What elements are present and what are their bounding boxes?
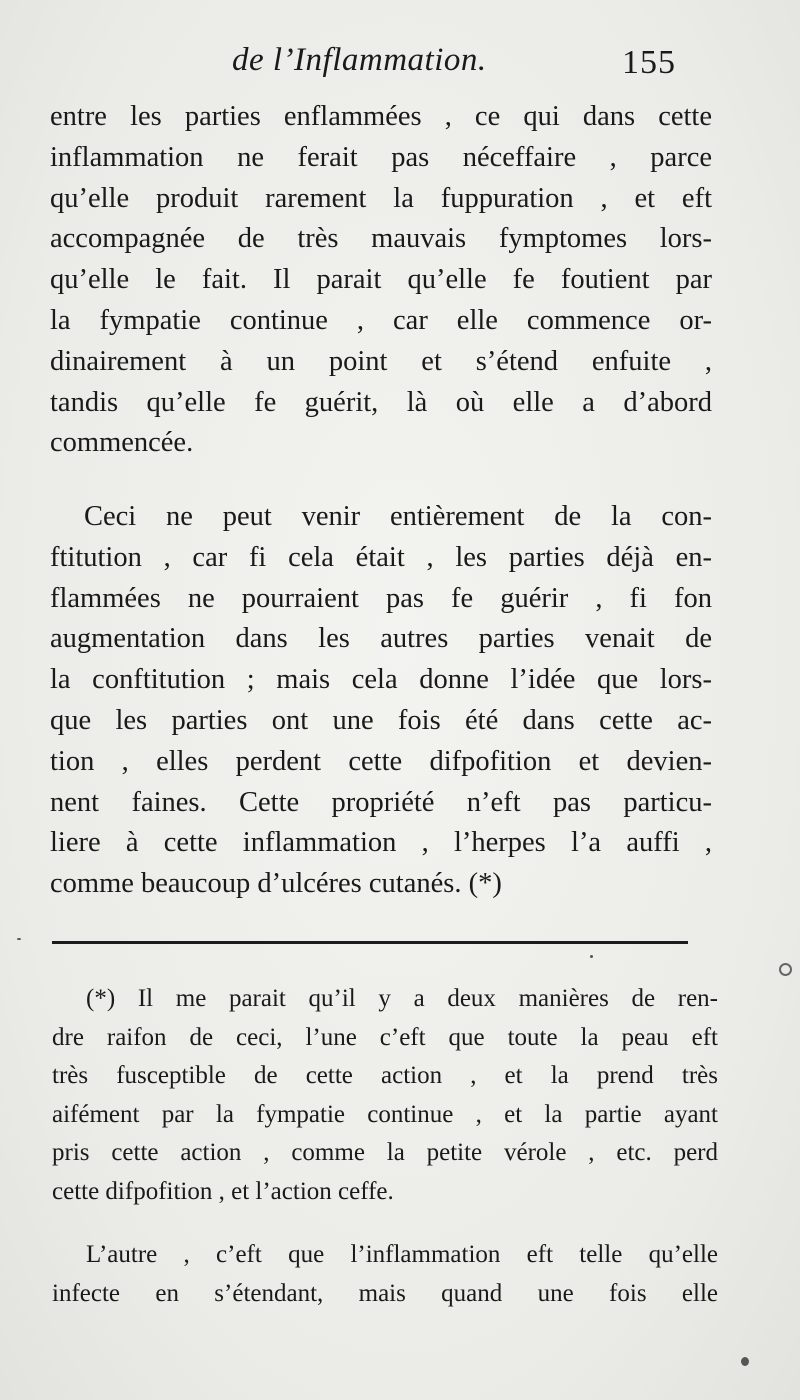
running-title: de l’Inflammation. bbox=[232, 42, 487, 78]
footnote-line: pris cette action , comme la petite vérole , etc. perd bbox=[52, 1139, 718, 1166]
footnote-line: très fusceptible de cette action , et la prend très bbox=[52, 1062, 718, 1089]
text-line: accompagnée de très mauvais fymptomes lors- bbox=[50, 223, 712, 255]
text-line: comme beaucoup d’ulcéres cutanés. (*) bbox=[50, 868, 502, 900]
footnote-line: aifément par la fympatie continue , et la partie ayant bbox=[52, 1100, 718, 1128]
text-line: inflammation ne ferait pas néceffaire , parce bbox=[50, 141, 712, 173]
paper-speck bbox=[741, 1357, 749, 1366]
text-line: ftitution , car fi cela était , les parties déjà en- bbox=[50, 541, 712, 573]
paper-speck bbox=[590, 955, 593, 958]
text-line: dinairement à un point et s’étend enfuite , bbox=[50, 345, 712, 377]
text-line: commencée. bbox=[50, 427, 194, 459]
paper-speck bbox=[779, 963, 792, 976]
paragraph-2 bbox=[50, 497, 712, 905]
text-line: augmentation dans les autres parties venait de bbox=[50, 623, 712, 655]
paper-speck bbox=[17, 938, 21, 940]
page-number: 155 bbox=[622, 44, 676, 81]
footnote-line: infecte en s’étendant, mais quand une fois elle bbox=[52, 1279, 718, 1307]
text-line: Ceci ne peut venir entièrement de la con- bbox=[84, 501, 712, 532]
page-header bbox=[0, 38, 800, 98]
text-line: la conftitution ; mais cela donne l’idée que lors- bbox=[50, 664, 712, 696]
text-line: liere à cette inflammation , l’herpes l’a auffi , bbox=[50, 827, 712, 859]
footnote-line: dre raifon de ceci, l’une c’eft que toute la peau eft bbox=[52, 1023, 718, 1051]
text-line: que les parties ont une fois été dans cette ac- bbox=[50, 704, 712, 736]
footnote-line: cette difpofition , et l’action ceffe. bbox=[52, 1177, 394, 1205]
footnote-2 bbox=[52, 1236, 718, 1313]
text-line: la fympatie continue , car elle commence or- bbox=[50, 304, 712, 336]
text-line: tandis qu’elle fe guérit, là où elle a d’abord bbox=[50, 386, 712, 418]
text-line: nent faines. Cette propriété n’eft pas particu- bbox=[50, 786, 712, 818]
footnote-divider bbox=[52, 941, 688, 944]
text-line: qu’elle produit rarement la fuppuration , et eft bbox=[50, 182, 712, 214]
text-line: tion , elles perdent cette difpofition et devien- bbox=[50, 745, 712, 777]
footnote-1 bbox=[52, 980, 718, 1211]
text-line: entre les parties enflammées , ce qui dans cette bbox=[50, 101, 712, 132]
footnote-line: (*) Il me parait qu’il y a deux manières de ren- bbox=[86, 985, 718, 1012]
footnote-line: L’autre , c’eft que l’inflammation eft telle qu’elle bbox=[86, 1241, 718, 1268]
text-line: flammées ne pourraient pas fe guérir , fi fon bbox=[50, 582, 712, 614]
text-line: qu’elle le fait. Il parait qu’elle fe foutient par bbox=[50, 264, 712, 296]
paragraph-1 bbox=[50, 97, 712, 464]
